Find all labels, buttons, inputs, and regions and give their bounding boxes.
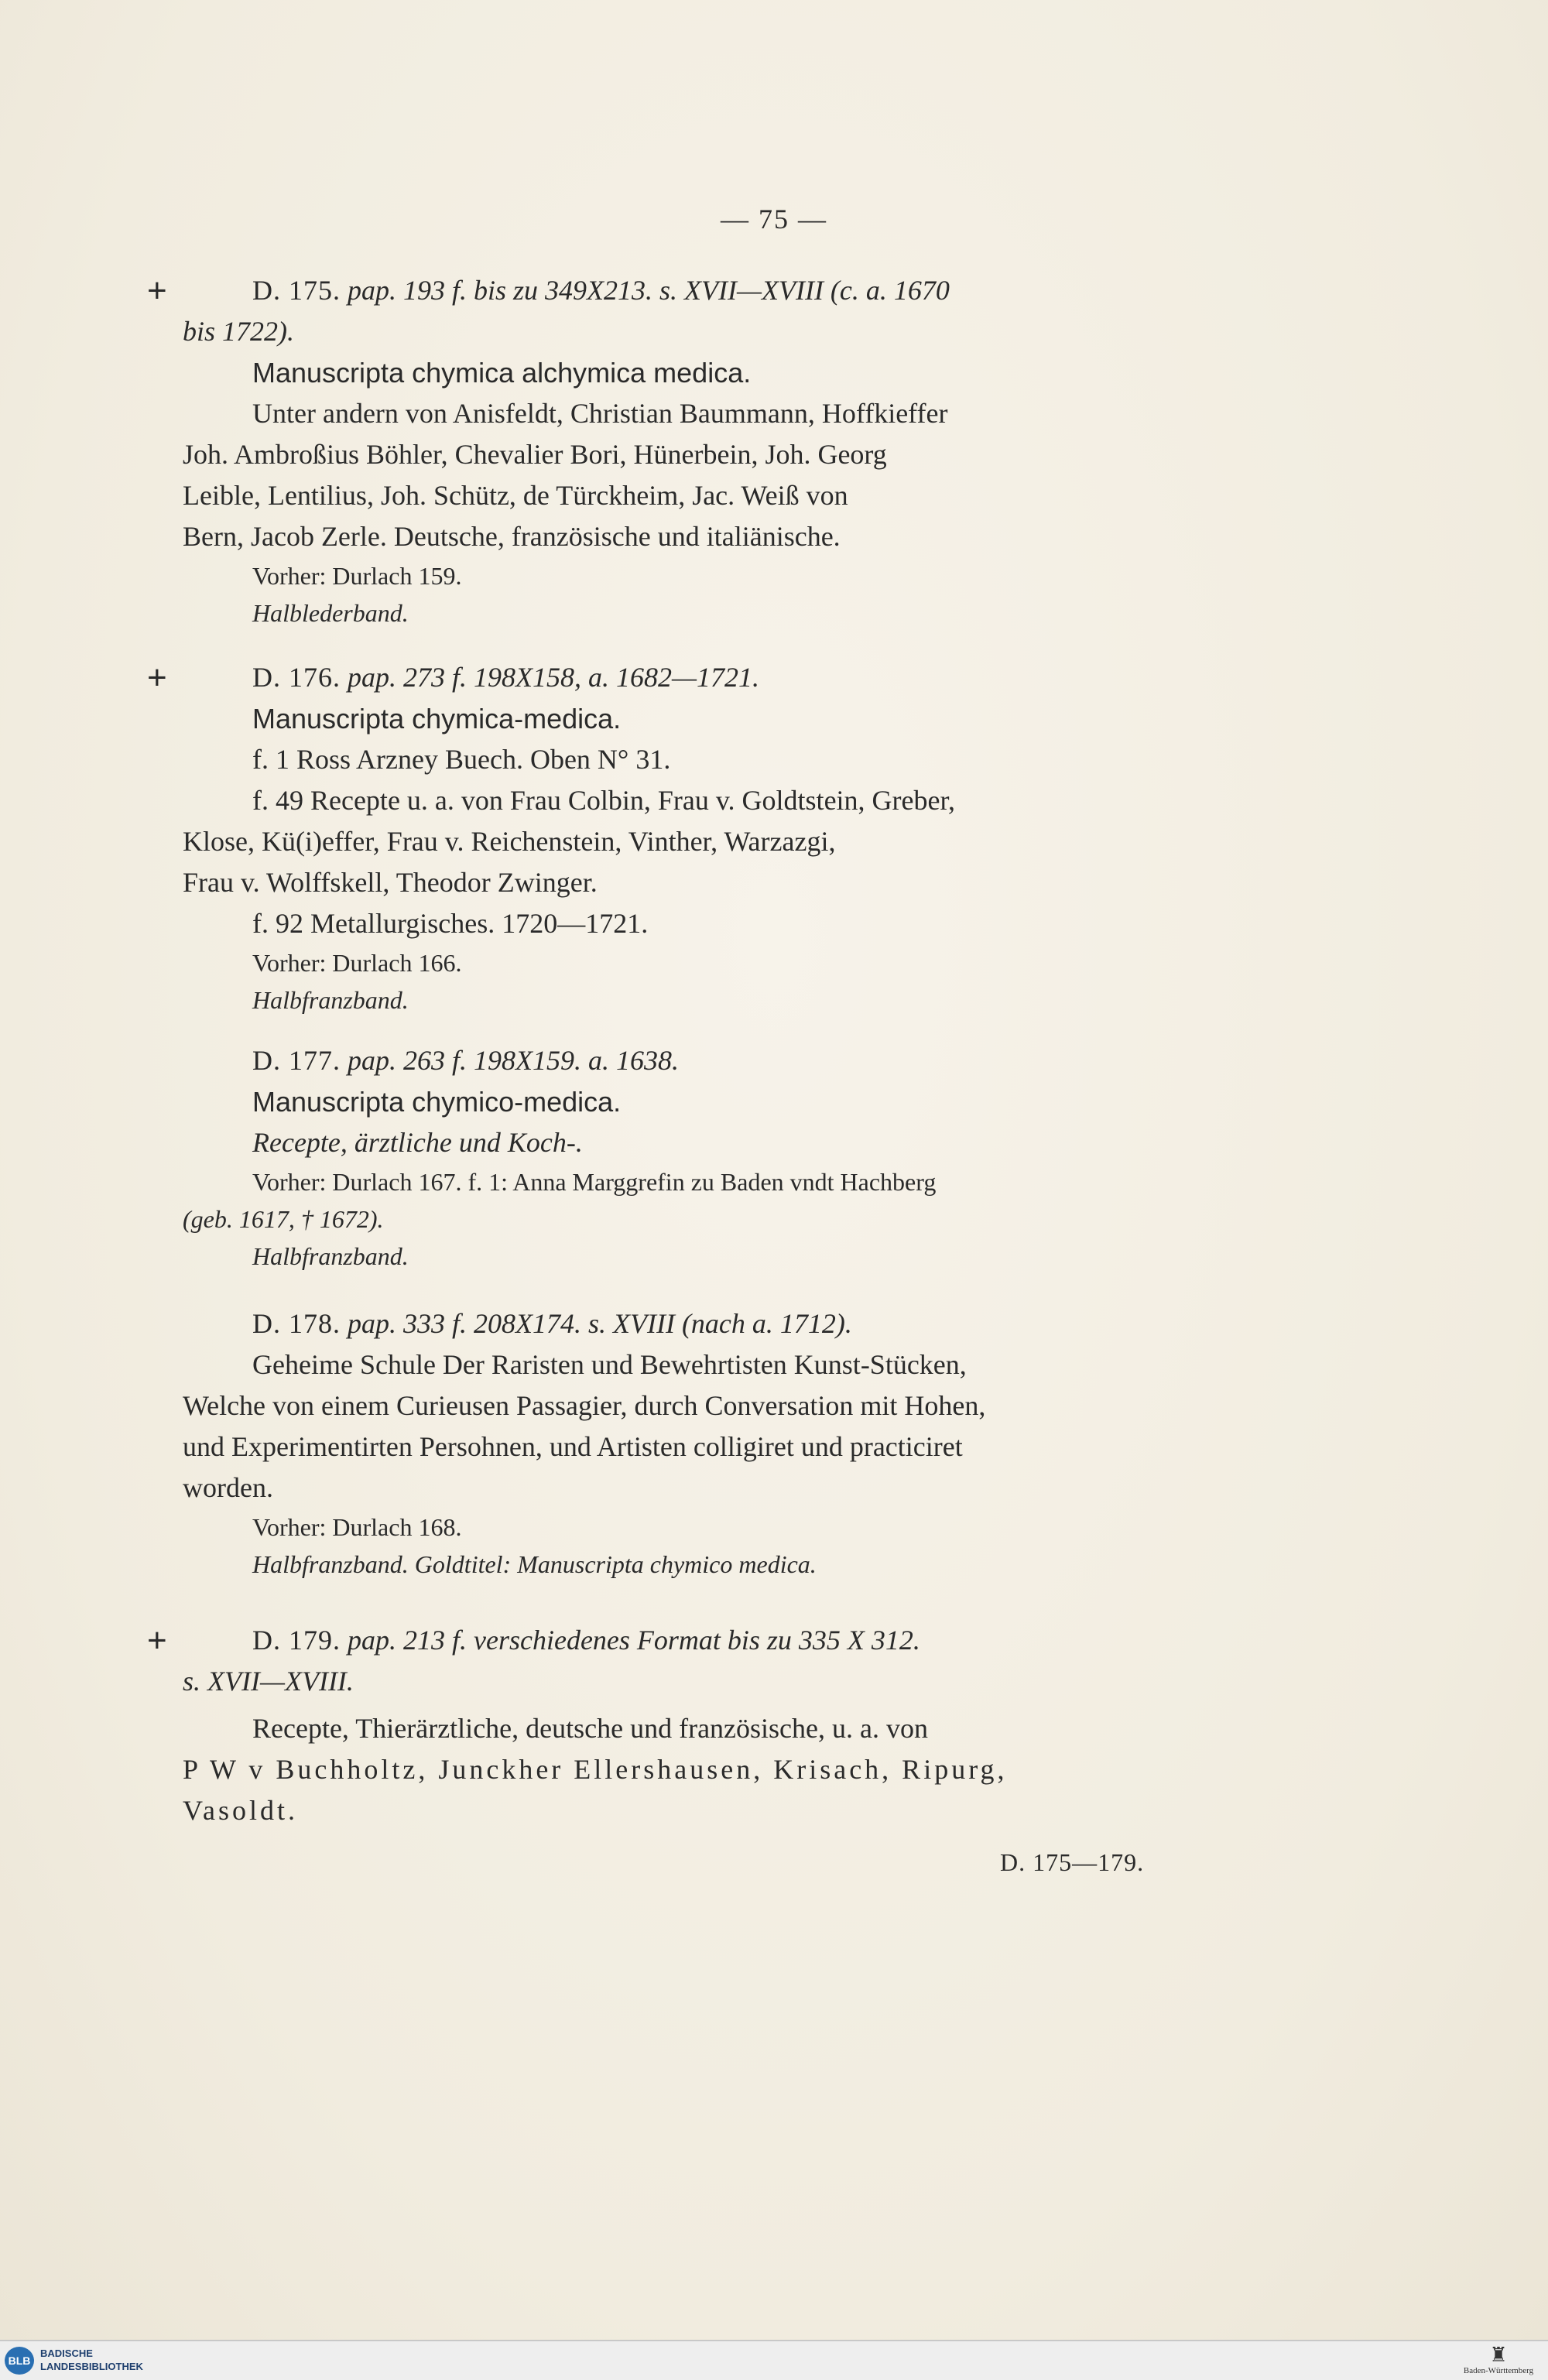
entry-text: Geheime Schule Der Raristen und Bewehrtisten Kunst-Stücken, <box>252 1349 967 1380</box>
catalog-entry-d177 <box>183 1040 1181 1275</box>
description: pap. 333 f. 208X174. s. XVIII (nach a. 1712). <box>348 1308 852 1339</box>
entry-title: Manuscripta chymica alchymica medica. <box>252 357 752 389</box>
entry-text: Recepte, ärztliche und Koch-. <box>252 1127 583 1158</box>
shelfmark: D. 175. <box>252 275 341 306</box>
entry-text: Vasoldt. <box>183 1795 298 1826</box>
catalog-entry-d175 <box>147 270 1181 632</box>
shelfmark: D. 178. <box>252 1308 341 1339</box>
catalog-entry-d178 <box>183 1303 1181 1583</box>
entry-text: (geb. 1617, † 1672). <box>183 1205 384 1233</box>
page-range-reference: D. 175—179. <box>1000 1848 1145 1876</box>
shelfmark: D. 179. <box>252 1625 341 1656</box>
state-logo[interactable]: ♜ Baden-Württemberg <box>1452 2344 1545 2375</box>
description-cont: bis 1722). <box>183 316 294 347</box>
entry-text: Unter andern von Anisfeldt, Christian Baummann, Hoffkieffer <box>252 398 948 429</box>
provenance: Vorher: Durlach 159. <box>252 562 462 590</box>
entry-title: Manuscripta chymica-medica. <box>252 703 622 735</box>
entry-text: und Experimentirten Persohnen, und Artisten colligiret und practiciret <box>183 1431 963 1462</box>
entry-text: P W v Buchholtz, Junckher Ellershausen, Krisach, Ripurg, <box>183 1754 1008 1785</box>
description-cont: s. XVII—XVIII. <box>183 1666 354 1697</box>
entry-text: Welche von einem Curieusen Passagier, durch Conversation mit Hohen, <box>183 1390 986 1421</box>
entry-text: Klose, Kü(i)effer, Frau v. Reichenstein, Vinther, Warzazgi, <box>183 826 836 857</box>
provenance: Vorher: Durlach 166. <box>252 949 462 977</box>
description: pap. 263 f. 198X159. a. 1638. <box>348 1045 679 1076</box>
catalog-entry-d179 <box>147 1620 1181 1831</box>
binding: Halbfranzband. Goldtitel: Manuscripta chymico medica. <box>252 1550 817 1578</box>
library-footer-bar <box>0 2340 1548 2380</box>
description: pap. 273 f. 198X158, a. 1682—1721. <box>348 662 760 693</box>
binding: Halbfranzband. <box>252 986 409 1014</box>
provenance: Vorher: Durlach 167. f. 1: Anna Marggrefin zu Baden vndt Hachberg <box>252 1168 937 1196</box>
plus-mark: + <box>147 659 167 697</box>
plus-mark: + <box>147 1621 167 1659</box>
entry-text: f. 49 Recepte u. a. von Frau Colbin, Frau v. Goldtstein, Greber, <box>252 785 956 816</box>
provenance: Vorher: Durlach 168. <box>252 1513 462 1541</box>
entry-text: Recepte, Thierärztliche, deutsche und französische, u. a. von <box>252 1713 928 1744</box>
coat-of-arms-icon: ♜ <box>1489 2344 1508 2366</box>
entry-title: Manuscripta chymico-medica. <box>252 1086 622 1118</box>
catalog-entry-d176 <box>147 657 1181 1019</box>
page-number: — 75 — <box>721 204 827 235</box>
blb-logo-icon[interactable]: BLB <box>5 2347 34 2375</box>
entry-text: Leible, Lentilius, Joh. Schütz, de Türckheim, Jac. Weiß von <box>183 480 848 511</box>
entry-text: Bern, Jacob Zerle. Deutsche, französische und italiänische. <box>183 521 841 552</box>
shelfmark: D. 176. <box>252 662 341 693</box>
entry-text: f. 92 Metallurgisches. 1720—1721. <box>252 908 649 939</box>
binding: Halblederband. <box>252 599 409 627</box>
description: pap. 213 f. verschiedenes Format bis zu 335 X 312. <box>348 1625 920 1656</box>
library-name: BADISCHE LANDESBIBLIOTHEK <box>40 2347 143 2372</box>
plus-mark: + <box>147 272 167 310</box>
description: pap. 193 f. bis zu 349X213. s. XVII—XVIII (c. a. 1670 <box>348 275 950 306</box>
entry-text: worden. <box>183 1472 273 1503</box>
shelfmark: D. 177. <box>252 1045 341 1076</box>
binding: Halbfranzband. <box>252 1242 409 1270</box>
entry-text: Joh. Ambroßius Böhler, Chevalier Bori, Hünerbein, Joh. Georg <box>183 439 887 470</box>
entry-text: f. 1 Ross Arzney Buech. Oben N° 31. <box>252 744 671 775</box>
entry-text: Frau v. Wolffskell, Theodor Zwinger. <box>183 867 598 898</box>
